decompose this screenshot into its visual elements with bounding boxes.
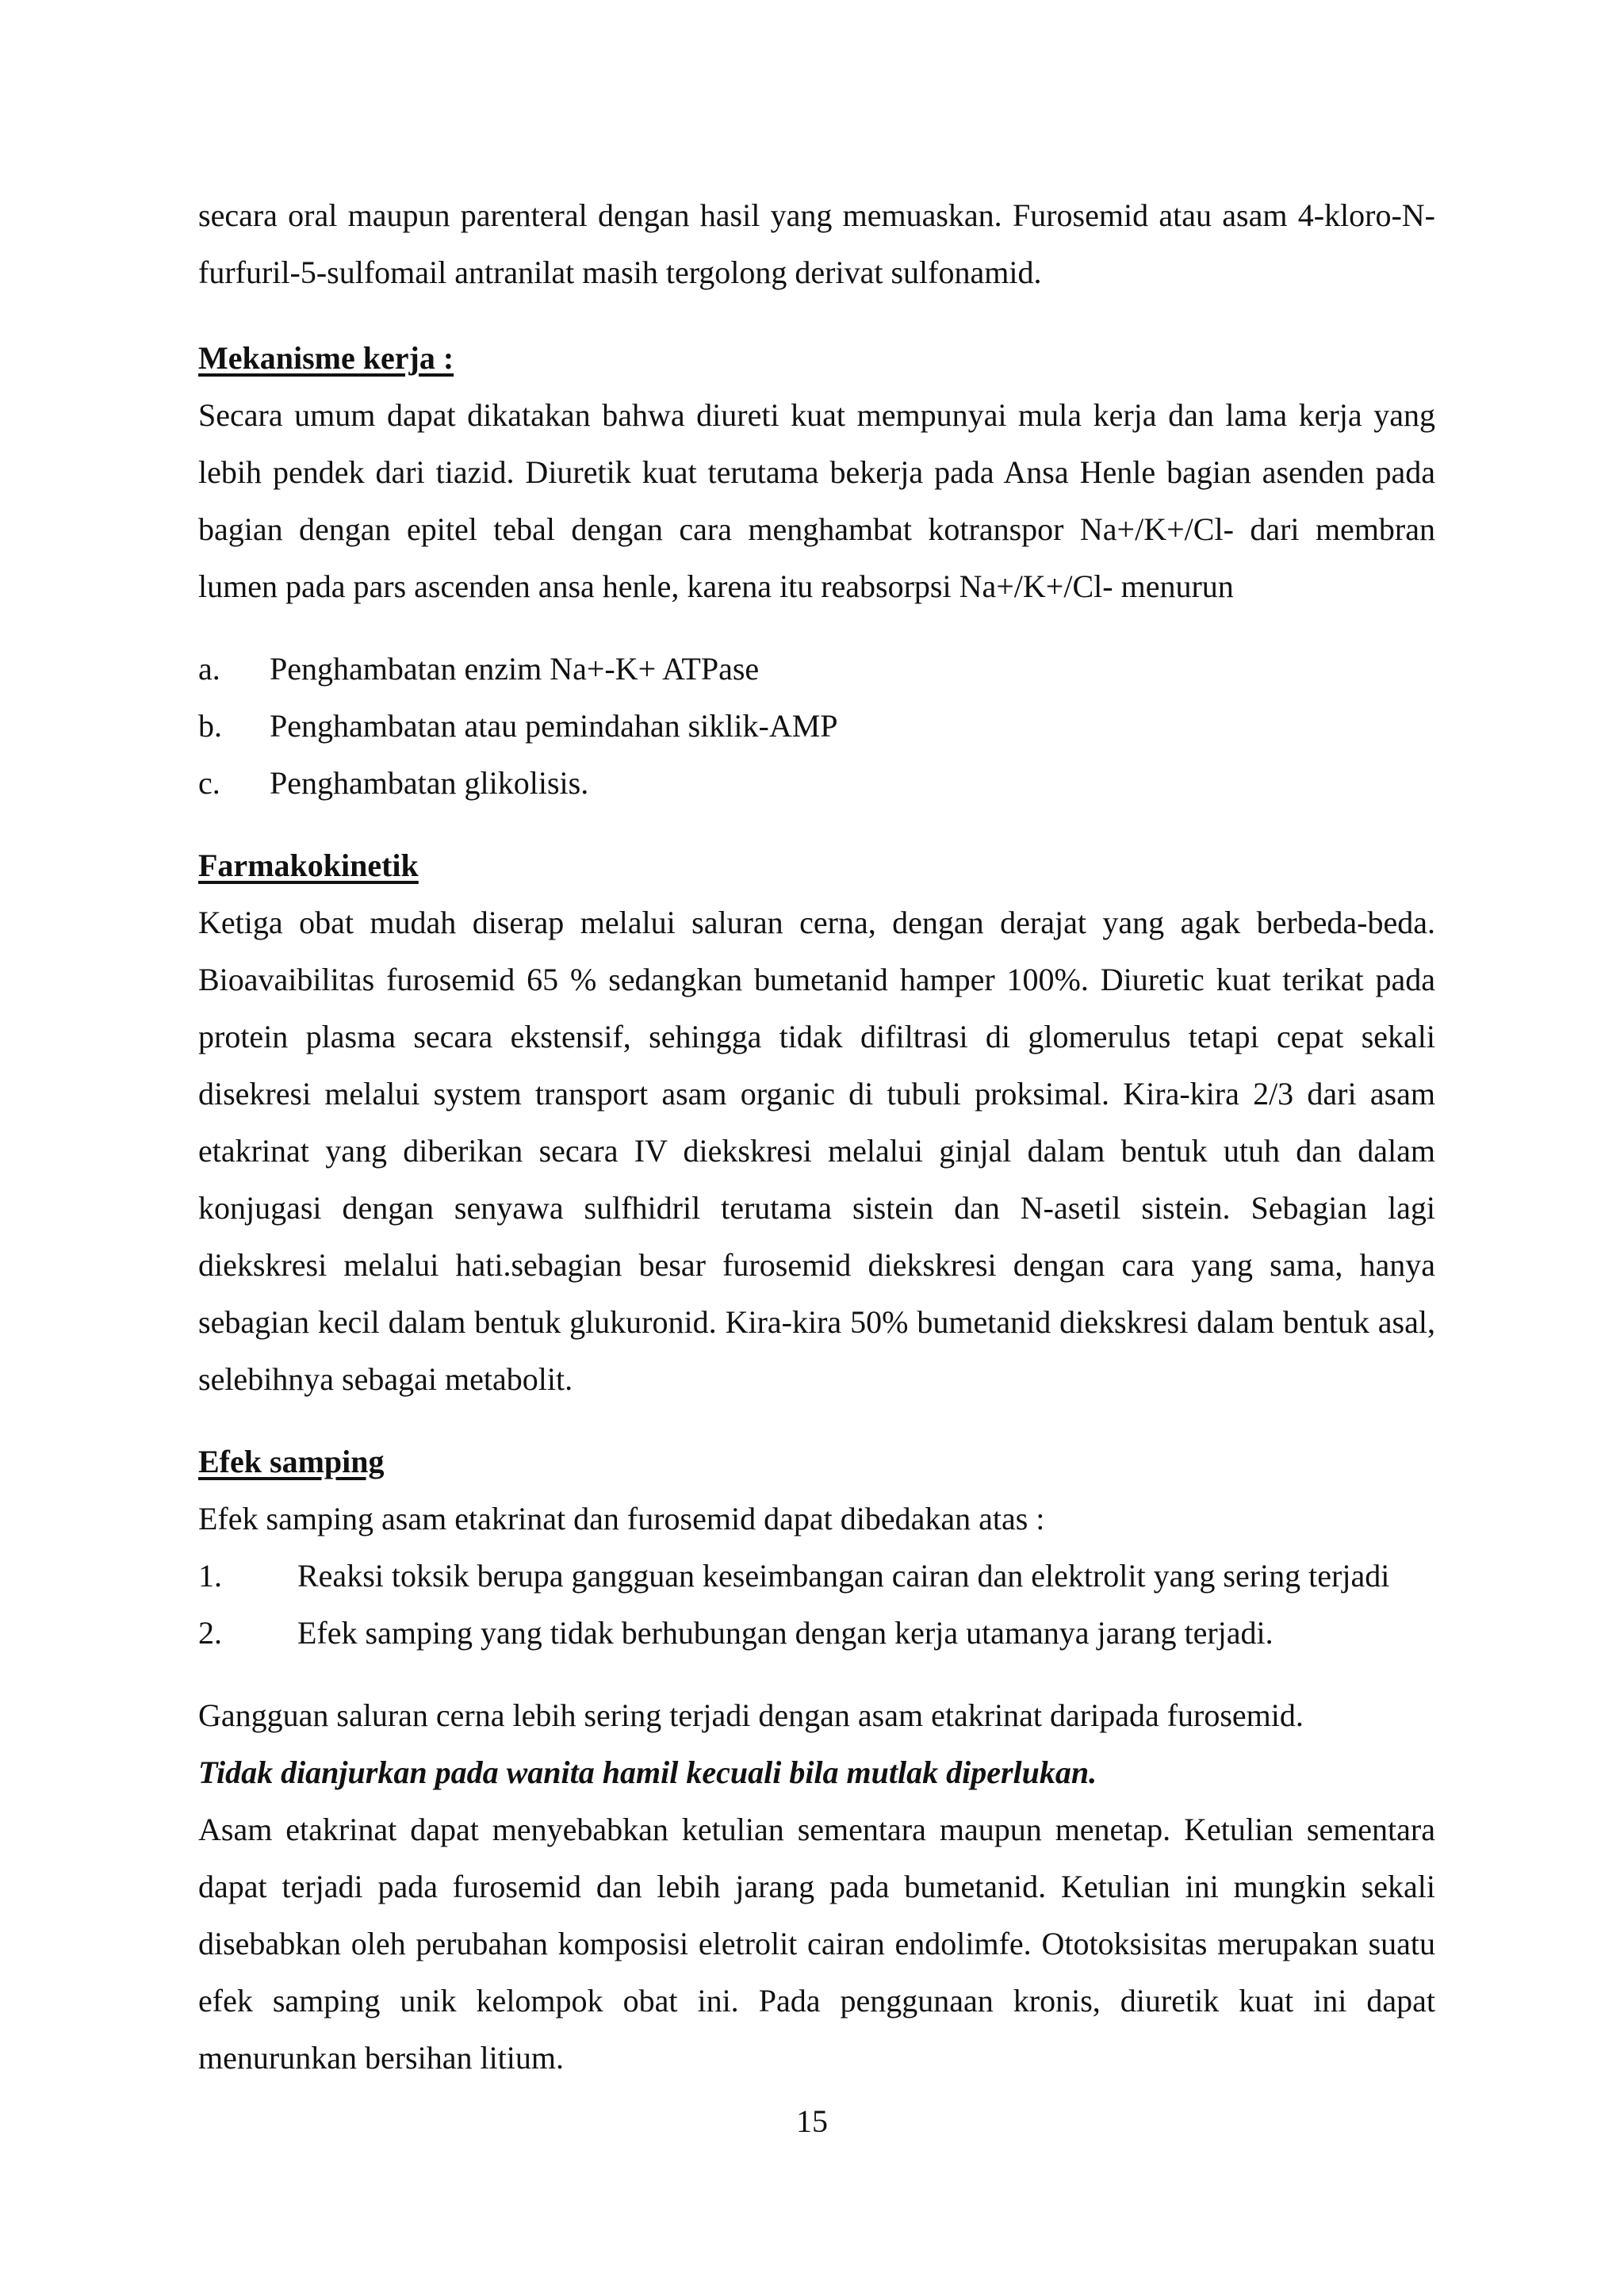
gangguan-paragraph: Gangguan saluran cerna lebih sering terjadi dengan asam etakrinat daripada furosemid. (198, 1697, 1304, 1733)
spacer (198, 301, 1435, 330)
efek-samping-intro: Efek samping asam etakrinat dan furosemid dapat dibedakan atas : (198, 1501, 1045, 1536)
list-marker: c. (198, 765, 220, 801)
document-page (198, 187, 1435, 2087)
list-item-text: Penghambatan glikolisis. (270, 765, 589, 801)
list-item (198, 1548, 1435, 1605)
list-item (198, 1605, 1435, 1662)
mekanisme-list (198, 641, 1435, 812)
list-item-text: Penghambatan enzim Na+-K+ ATPase (270, 651, 760, 687)
ketulian-paragraph: Asam etakrinat dapat menyebabkan ketulian sementara maupun menetap. Ketulian sementara dapat terjadi pada furosemid dan lebih jarang pada bumetanid. Ketulian ini mungkin sekali disebabkan oleh perubahan komposisi eletrolit cairan endolimfe. Ototoksisitas merupakan suatu efek samping unik kelompok obat ini. Pada penggunaan kronis, diuretik kuat ini dapat menurunkan bersihan litium. (198, 1812, 1435, 2076)
efek-samping-heading: Efek samping (198, 1444, 385, 1479)
list-marker: a. (198, 651, 220, 687)
list-item-text: Penghambatan atau pemindahan siklik-AMP (270, 708, 838, 744)
list-item-text: Reaksi toksik berupa gangguan keseimbangan cairan dan elektrolit yang sering terjadi (297, 1558, 1390, 1594)
list-marker: b. (198, 708, 222, 744)
mekanisme-heading: Mekanisme kerja : (198, 340, 454, 376)
list-item-text: Efek samping yang tidak berhubungan dengan kerja utamanya jarang terjadi. (297, 1615, 1274, 1651)
spacer (198, 1408, 1435, 1433)
farmakokinetik-paragraph: Ketiga obat mudah diserap melalui saluran cerna, dengan derajat yang agak berbeda-beda. Bioavaibilitas furosemid 65 % sedangkan bumetanid hamper 100%. Diuretic kuat terikat pada protein plasma secara ekstensif, sehingga tidak difiltrasi di glomerulus tetapi cepat sekali disekresi melalui system transport asam organic di tubuli proksimal. Kira-kira 2/3 dari asam etakrinat yang diberikan secara IV diekskresi melalui ginjal dalam bentuk utuh dan dalam konjugasi dengan senyawa sulfhidril terutama sistein dan N-asetil sistein. Sebagian lagi diekskresi melalui hati.sebagian besar furosemid diekskresi dengan cara yang sama, hanya sebagian kecil dalam bentuk glukuronid. Kira-kira 50% bumetanid diekskresi dalam bentuk asal, selebihnya sebagai metabolit. (198, 905, 1435, 1397)
farmakokinetik-heading: Farmakokinetik (198, 848, 419, 883)
page-number: 15 (796, 2103, 828, 2139)
list-marker: 2. (198, 1615, 222, 1651)
list-marker: 1. (198, 1558, 222, 1594)
spacer (198, 812, 1435, 837)
intro-paragraph: secara oral maupun parenteral dengan hasil yang memuaskan. Furosemid atau asam 4-kloro-N-furfuril-5-sulfomail antranilat masih tergolong derivat sulfonamid. (198, 197, 1435, 290)
mekanisme-paragraph: Secara umum dapat dikatakan bahwa diureti kuat mempunyai mula kerja dan lama kerja yang lebih pendek dari tiazid. Diuretik kuat terutama bekerja pada Ansa Henle bagian asenden pada bagian dengan epitel tebal dengan cara menghambat kotranspor Na+/K+/Cl- dari membran lumen pada pars ascenden ansa henle, karena itu reabsorpsi Na+/K+/Cl- menurun (198, 397, 1435, 604)
spacer (198, 1662, 1435, 1687)
list-item (198, 698, 1435, 755)
spacer (198, 615, 1435, 641)
list-item (198, 641, 1435, 698)
list-item (198, 755, 1435, 812)
pregnancy-warning: Tidak dianjurkan pada wanita hamil kecuali bila mutlak diperlukan. (198, 1755, 1097, 1790)
efek-samping-list (198, 1548, 1435, 1662)
